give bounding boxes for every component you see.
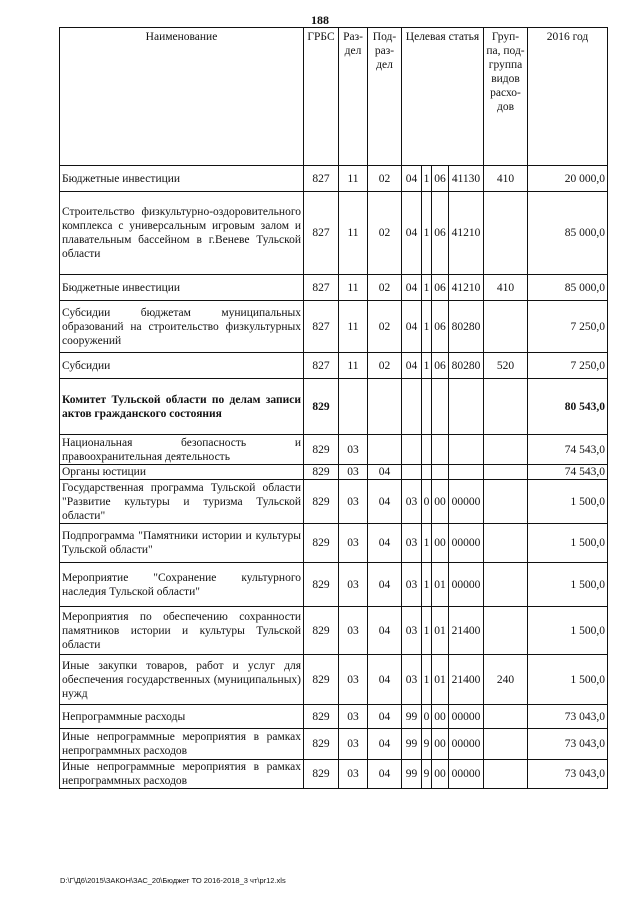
name-cell: Субсидии бюджетам муниципальных образований на строительство физкультурных сооружений <box>60 301 304 353</box>
target-part2-cell: 1 <box>422 166 432 192</box>
target-part1-cell <box>402 465 422 480</box>
target-part1-cell: 99 <box>402 705 422 729</box>
table-row <box>60 705 608 729</box>
podrazdel-cell: 02 <box>368 192 402 275</box>
podrazdel-cell: 02 <box>368 301 402 353</box>
target-part1-cell: 03 <box>402 480 422 524</box>
target-part1-cell: 03 <box>402 607 422 655</box>
amount-2016-cell: 80 543,0 <box>528 379 608 435</box>
target-part4-cell: 41130 <box>449 166 484 192</box>
amount-2016-cell: 1 500,0 <box>528 524 608 563</box>
table-row <box>60 379 608 435</box>
name-cell: Мероприятие "Сохранение культурного наследия Тульской области" <box>60 563 304 607</box>
podrazdel-cell: 02 <box>368 166 402 192</box>
name-cell: Национальная безопасность и правоохранительная деятельность <box>60 435 304 465</box>
expense-group-cell <box>484 465 528 480</box>
grbs-cell: 827 <box>304 275 339 301</box>
grbs-cell: 829 <box>304 379 339 435</box>
podrazdel-cell: 04 <box>368 760 402 789</box>
expense-group-cell: 410 <box>484 275 528 301</box>
header-row <box>60 28 608 166</box>
name-cell: Иные непрограммные мероприятия в рамках непрограммных расходов <box>60 729 304 760</box>
target-part1-cell: 04 <box>402 353 422 379</box>
target-part3-cell: 01 <box>432 655 449 705</box>
razdel-cell: 03 <box>339 760 368 789</box>
target-part1-cell: 04 <box>402 301 422 353</box>
amount-2016-cell: 85 000,0 <box>528 275 608 301</box>
header-target: Целевая статья <box>402 28 484 166</box>
podrazdel-cell: 04 <box>368 524 402 563</box>
razdel-cell: 03 <box>339 465 368 480</box>
grbs-cell: 827 <box>304 353 339 379</box>
amount-2016-cell: 7 250,0 <box>528 301 608 353</box>
razdel-cell: 11 <box>339 192 368 275</box>
target-part2-cell: 1 <box>422 353 432 379</box>
razdel-cell: 03 <box>339 655 368 705</box>
header-grbs: ГРБС <box>304 28 339 166</box>
target-part4-cell <box>449 465 484 480</box>
target-part4-cell: 41210 <box>449 275 484 301</box>
table-row <box>60 524 608 563</box>
target-part1-cell: 03 <box>402 655 422 705</box>
target-part2-cell: 1 <box>422 192 432 275</box>
target-part4-cell: 21400 <box>449 607 484 655</box>
razdel-cell: 11 <box>339 275 368 301</box>
razdel-cell: 11 <box>339 301 368 353</box>
razdel-cell: 03 <box>339 563 368 607</box>
name-cell: Комитет Тульской области по делам записи актов гражданского состояния <box>60 379 304 435</box>
name-cell: Мероприятия по обеспечению сохранности памятников истории и культуры Тульской области <box>60 607 304 655</box>
amount-2016-cell: 1 500,0 <box>528 655 608 705</box>
target-part1-cell: 99 <box>402 760 422 789</box>
name-cell: Бюджетные инвестиции <box>60 275 304 301</box>
table-row <box>60 480 608 524</box>
amount-2016-cell: 73 043,0 <box>528 729 608 760</box>
target-part1-cell: 04 <box>402 192 422 275</box>
header-year: 2016 год <box>528 28 608 166</box>
target-part3-cell: 06 <box>432 275 449 301</box>
razdel-cell: 03 <box>339 435 368 465</box>
header-podrazdel: Под-раз-дел <box>368 28 402 166</box>
table-row <box>60 166 608 192</box>
expense-group-cell <box>484 480 528 524</box>
podrazdel-cell: 04 <box>368 563 402 607</box>
page-number: 188 <box>311 13 329 27</box>
target-part2-cell: 1 <box>422 655 432 705</box>
target-part3-cell: 06 <box>432 192 449 275</box>
table-row <box>60 563 608 607</box>
grbs-cell: 829 <box>304 760 339 789</box>
expense-group-cell <box>484 760 528 789</box>
grbs-cell: 829 <box>304 465 339 480</box>
header-group: Груп-па, под-группа видов расхо-дов <box>484 28 528 166</box>
target-part1-cell: 99 <box>402 729 422 760</box>
razdel-cell: 03 <box>339 705 368 729</box>
table-row <box>60 729 608 760</box>
grbs-cell: 829 <box>304 524 339 563</box>
podrazdel-cell: 04 <box>368 655 402 705</box>
name-cell: Строительство физкультурно-оздоровительного комплекса с универсальным игровым залом и плавательным бассейном в г.Веневе Тульской области <box>60 192 304 275</box>
table-row <box>60 655 608 705</box>
expense-group-cell <box>484 301 528 353</box>
target-part3-cell: 06 <box>432 353 449 379</box>
expense-group-cell <box>484 729 528 760</box>
target-part3-cell: 00 <box>432 524 449 563</box>
amount-2016-cell: 74 543,0 <box>528 465 608 480</box>
podrazdel-cell: 04 <box>368 480 402 524</box>
target-part2-cell: 1 <box>422 563 432 607</box>
budget-table <box>59 27 608 789</box>
target-part3-cell: 01 <box>432 563 449 607</box>
grbs-cell: 829 <box>304 729 339 760</box>
target-part1-cell: 03 <box>402 524 422 563</box>
target-part4-cell <box>449 435 484 465</box>
podrazdel-cell: 04 <box>368 705 402 729</box>
target-part2-cell: 1 <box>422 301 432 353</box>
amount-2016-cell: 73 043,0 <box>528 760 608 789</box>
grbs-cell: 829 <box>304 655 339 705</box>
amount-2016-cell: 1 500,0 <box>528 563 608 607</box>
target-part4-cell: 80280 <box>449 353 484 379</box>
podrazdel-cell <box>368 435 402 465</box>
name-cell: Органы юстиции <box>60 465 304 480</box>
target-part4-cell: 21400 <box>449 655 484 705</box>
name-cell: Иные непрограммные мероприятия в рамках непрограммных расходов <box>60 760 304 789</box>
grbs-cell: 829 <box>304 563 339 607</box>
table-row <box>60 760 608 789</box>
target-part1-cell <box>402 379 422 435</box>
razdel-cell: 03 <box>339 480 368 524</box>
target-part4-cell: 00000 <box>449 760 484 789</box>
grbs-cell: 829 <box>304 705 339 729</box>
table-row <box>60 465 608 480</box>
target-part4-cell: 00000 <box>449 729 484 760</box>
razdel-cell: 11 <box>339 166 368 192</box>
razdel-cell: 11 <box>339 353 368 379</box>
podrazdel-cell: 02 <box>368 353 402 379</box>
grbs-cell: 827 <box>304 192 339 275</box>
header-name: Наименование <box>60 28 304 166</box>
target-part2-cell: 0 <box>422 705 432 729</box>
target-part3-cell: 06 <box>432 301 449 353</box>
target-part4-cell: 00000 <box>449 480 484 524</box>
name-cell: Подпрограмма "Памятники истории и культуры Тульской области" <box>60 524 304 563</box>
grbs-cell: 827 <box>304 301 339 353</box>
target-part1-cell: 04 <box>402 166 422 192</box>
podrazdel-cell: 04 <box>368 729 402 760</box>
file-path-footer: D:\Г\Д6\2015\ЗАКОН\ЗАС_20\Бюджет ТО 2016-2018_3 чт\pr12.xls <box>60 876 286 885</box>
expense-group-cell: 520 <box>484 353 528 379</box>
razdel-cell <box>339 379 368 435</box>
target-part3-cell <box>432 379 449 435</box>
target-part3-cell: 00 <box>432 760 449 789</box>
target-part3-cell: 00 <box>432 705 449 729</box>
amount-2016-cell: 74 543,0 <box>528 435 608 465</box>
razdel-cell: 03 <box>339 729 368 760</box>
target-part3-cell: 01 <box>432 607 449 655</box>
target-part4-cell: 80280 <box>449 301 484 353</box>
target-part2-cell <box>422 379 432 435</box>
name-cell: Иные закупки товаров, работ и услуг для обеспечения государственных (муниципальных) нужд <box>60 655 304 705</box>
table-row <box>60 435 608 465</box>
amount-2016-cell: 1 500,0 <box>528 480 608 524</box>
target-part2-cell: 1 <box>422 607 432 655</box>
table-row <box>60 301 608 353</box>
expense-group-cell <box>484 435 528 465</box>
target-part2-cell: 0 <box>422 480 432 524</box>
table-row <box>60 607 608 655</box>
expense-group-cell <box>484 705 528 729</box>
grbs-cell: 829 <box>304 435 339 465</box>
expense-group-cell: 410 <box>484 166 528 192</box>
target-part4-cell: 00000 <box>449 563 484 607</box>
target-part2-cell: 1 <box>422 524 432 563</box>
grbs-cell: 829 <box>304 607 339 655</box>
podrazdel-cell <box>368 379 402 435</box>
amount-2016-cell: 20 000,0 <box>528 166 608 192</box>
target-part3-cell <box>432 465 449 480</box>
name-cell: Непрограммные расходы <box>60 705 304 729</box>
target-part4-cell: 41210 <box>449 192 484 275</box>
target-part4-cell: 00000 <box>449 705 484 729</box>
target-part2-cell: 9 <box>422 729 432 760</box>
expense-group-cell: 240 <box>484 655 528 705</box>
table-row <box>60 192 608 275</box>
target-part3-cell: 00 <box>432 729 449 760</box>
name-cell: Государственная программа Тульской области "Развитие культуры и туризма Тульской области" <box>60 480 304 524</box>
podrazdel-cell: 04 <box>368 465 402 480</box>
target-part4-cell <box>449 379 484 435</box>
podrazdel-cell: 04 <box>368 607 402 655</box>
razdel-cell: 03 <box>339 524 368 563</box>
table-row <box>60 275 608 301</box>
podrazdel-cell: 02 <box>368 275 402 301</box>
header-razdel: Раз-дел <box>339 28 368 166</box>
target-part2-cell <box>422 435 432 465</box>
amount-2016-cell: 1 500,0 <box>528 607 608 655</box>
expense-group-cell <box>484 192 528 275</box>
target-part2-cell <box>422 465 432 480</box>
target-part4-cell: 00000 <box>449 524 484 563</box>
target-part3-cell: 06 <box>432 166 449 192</box>
expense-group-cell <box>484 607 528 655</box>
target-part3-cell <box>432 435 449 465</box>
grbs-cell: 829 <box>304 480 339 524</box>
target-part1-cell <box>402 435 422 465</box>
target-part1-cell: 03 <box>402 563 422 607</box>
amount-2016-cell: 85 000,0 <box>528 192 608 275</box>
grbs-cell: 827 <box>304 166 339 192</box>
name-cell: Субсидии <box>60 353 304 379</box>
name-cell: Бюджетные инвестиции <box>60 166 304 192</box>
expense-group-cell <box>484 524 528 563</box>
amount-2016-cell: 73 043,0 <box>528 705 608 729</box>
razdel-cell: 03 <box>339 607 368 655</box>
table-row <box>60 353 608 379</box>
target-part2-cell: 9 <box>422 760 432 789</box>
expense-group-cell <box>484 563 528 607</box>
target-part3-cell: 00 <box>432 480 449 524</box>
amount-2016-cell: 7 250,0 <box>528 353 608 379</box>
expense-group-cell <box>484 379 528 435</box>
target-part2-cell: 1 <box>422 275 432 301</box>
target-part1-cell: 04 <box>402 275 422 301</box>
